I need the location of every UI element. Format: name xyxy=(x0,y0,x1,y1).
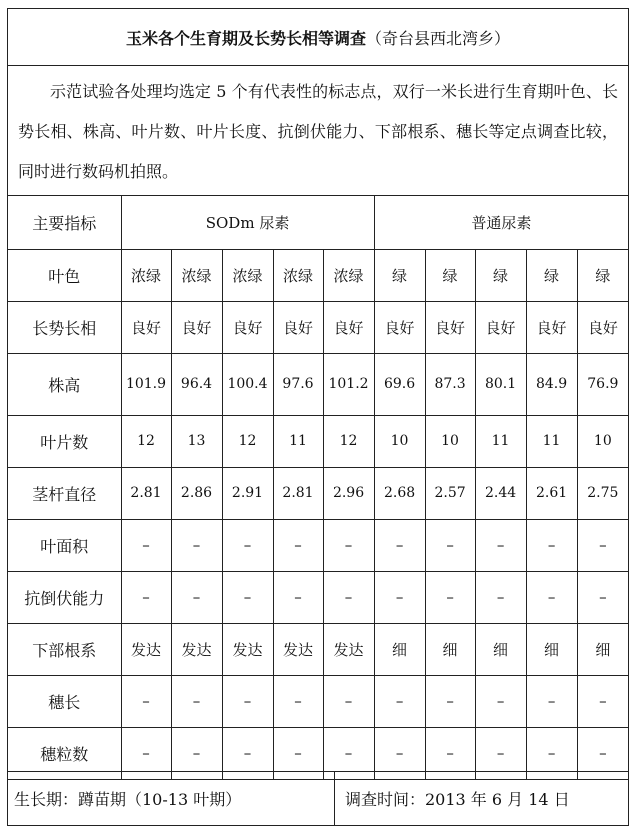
table-row xyxy=(8,675,628,727)
indicator-header: 主要指标 xyxy=(8,196,121,249)
table-cell: – xyxy=(425,519,475,571)
table-cell: – xyxy=(273,675,323,727)
table-cell: 细 xyxy=(475,623,526,675)
table-cell: – xyxy=(222,519,273,571)
table-cell: – xyxy=(323,675,374,727)
table-cell: 2.86 xyxy=(171,467,222,519)
table-cell: 发达 xyxy=(323,623,374,675)
table-cell: 10 xyxy=(577,415,628,467)
table-cell: 良好 xyxy=(475,301,526,353)
growth-stage: 生长期：蹲苗期（10-13 叶期） xyxy=(8,772,335,825)
table-cell: – xyxy=(121,571,171,623)
table-cell: – xyxy=(273,519,323,571)
table-cell: 良好 xyxy=(171,301,222,353)
table-cell: 10 xyxy=(425,415,475,467)
table-row xyxy=(8,301,628,353)
footer xyxy=(8,771,628,825)
table-cell: – xyxy=(526,727,577,779)
title-main: 玉米各个生育期及长势长相等调查 xyxy=(125,28,366,48)
table-cell: 2.61 xyxy=(526,467,577,519)
table-cell: 87.3 xyxy=(425,353,475,415)
table-cell: – xyxy=(121,675,171,727)
table-cell: – xyxy=(171,727,222,779)
table-cell: 浓绿 xyxy=(323,249,374,301)
table-cell: 12 xyxy=(222,415,273,467)
table-cell: 良好 xyxy=(374,301,425,353)
table-cell: 细 xyxy=(425,623,475,675)
table-cell: – xyxy=(577,675,628,727)
table-cell: 11 xyxy=(526,415,577,467)
table-cell: – xyxy=(222,727,273,779)
survey-date: 调查时间：2013 年 6 月 14 日 xyxy=(345,790,570,809)
table-cell: 浓绿 xyxy=(273,249,323,301)
table-cell: – xyxy=(526,675,577,727)
table-cell: – xyxy=(171,675,222,727)
table-cell: – xyxy=(273,571,323,623)
table-cell: – xyxy=(577,519,628,571)
table-header-row xyxy=(8,196,628,249)
table-cell: 细 xyxy=(526,623,577,675)
table-cell: 2.81 xyxy=(121,467,171,519)
group-header-sodm: SODm 尿素 xyxy=(121,196,374,249)
table-cell: 发达 xyxy=(121,623,171,675)
table-row xyxy=(8,249,628,301)
row-label: 穗粒数 xyxy=(8,727,121,779)
row-label: 长势长相 xyxy=(8,301,121,353)
table-cell: 发达 xyxy=(171,623,222,675)
survey-sheet xyxy=(7,8,629,826)
table-cell: 12 xyxy=(323,415,374,467)
table-cell: 绿 xyxy=(374,249,425,301)
table-row xyxy=(8,415,628,467)
table-row xyxy=(8,519,628,571)
table-cell: 浓绿 xyxy=(222,249,273,301)
table-cell: – xyxy=(374,675,425,727)
table-cell: 101.2 xyxy=(323,353,374,415)
table-cell: 2.68 xyxy=(374,467,425,519)
row-label: 叶色 xyxy=(8,249,121,301)
table-cell: 100.4 xyxy=(222,353,273,415)
title-location: （奇台县西北湾乡） xyxy=(366,28,511,48)
table-cell: 2.96 xyxy=(323,467,374,519)
table-cell: 12 xyxy=(121,415,171,467)
table-cell: – xyxy=(475,571,526,623)
table-cell: – xyxy=(425,675,475,727)
table-cell: – xyxy=(121,727,171,779)
table-cell: 13 xyxy=(171,415,222,467)
table-cell: – xyxy=(121,519,171,571)
table-cell: – xyxy=(171,519,222,571)
table-cell: 良好 xyxy=(577,301,628,353)
table-cell: 浓绿 xyxy=(121,249,171,301)
table-cell: 10 xyxy=(374,415,425,467)
group-header-normal: 普通尿素 xyxy=(374,196,628,249)
table-cell: 良好 xyxy=(121,301,171,353)
table-cell: 细 xyxy=(374,623,425,675)
table-cell: – xyxy=(475,675,526,727)
table-cell: – xyxy=(374,727,425,779)
table-row xyxy=(8,353,628,415)
table-cell: 良好 xyxy=(425,301,475,353)
table-cell: 2.81 xyxy=(273,467,323,519)
table-cell: 2.57 xyxy=(425,467,475,519)
table-cell: 良好 xyxy=(273,301,323,353)
table-cell: – xyxy=(526,571,577,623)
table-cell: 发达 xyxy=(273,623,323,675)
row-label: 叶片数 xyxy=(8,415,121,467)
table-cell: 良好 xyxy=(323,301,374,353)
table-cell: 84.9 xyxy=(526,353,577,415)
table-row xyxy=(8,467,628,519)
document-title xyxy=(8,9,628,66)
row-label: 株高 xyxy=(8,353,121,415)
table-cell: 绿 xyxy=(526,249,577,301)
table-cell: 良好 xyxy=(222,301,273,353)
table-cell: 良好 xyxy=(526,301,577,353)
table-row xyxy=(8,623,628,675)
table-cell: 11 xyxy=(273,415,323,467)
row-label: 叶面积 xyxy=(8,519,121,571)
table-cell: – xyxy=(171,571,222,623)
table-cell: 2.91 xyxy=(222,467,273,519)
table-cell: – xyxy=(273,727,323,779)
table-cell: 96.4 xyxy=(171,353,222,415)
table-cell: – xyxy=(374,519,425,571)
table-cell: 浓绿 xyxy=(171,249,222,301)
table-cell: – xyxy=(475,519,526,571)
table-cell: – xyxy=(425,727,475,779)
table-cell: 细 xyxy=(577,623,628,675)
table-cell: 69.6 xyxy=(374,353,425,415)
row-label: 茎杆直径 xyxy=(8,467,121,519)
table-cell: – xyxy=(323,571,374,623)
table-cell: 绿 xyxy=(475,249,526,301)
table-cell: – xyxy=(577,571,628,623)
table-cell: – xyxy=(475,727,526,779)
row-label: 穗长 xyxy=(8,675,121,727)
survey-table xyxy=(8,196,628,780)
table-cell: – xyxy=(577,727,628,779)
table-cell: – xyxy=(323,519,374,571)
intro-paragraph: 示范试验各处理均选定 5 个有代表性的标志点，双行一米长进行生育期叶色、长势长相、株高、叶片数、叶片长度、抗倒伏能力、下部根系、穗长等定点调查比较，同时进行数码机拍照。 xyxy=(8,65,628,196)
table-cell: 绿 xyxy=(425,249,475,301)
table-cell: – xyxy=(374,571,425,623)
table-cell: 发达 xyxy=(222,623,273,675)
table-cell: 80.1 xyxy=(475,353,526,415)
table-row xyxy=(8,571,628,623)
table-cell: – xyxy=(323,727,374,779)
table-cell: 2.75 xyxy=(577,467,628,519)
table-cell: 2.44 xyxy=(475,467,526,519)
table-cell: 97.6 xyxy=(273,353,323,415)
row-label: 抗倒伏能力 xyxy=(8,571,121,623)
table-cell: 绿 xyxy=(577,249,628,301)
table-cell: – xyxy=(222,675,273,727)
table-cell: 101.9 xyxy=(121,353,171,415)
table-cell: – xyxy=(526,519,577,571)
table-cell: – xyxy=(222,571,273,623)
row-label: 下部根系 xyxy=(8,623,121,675)
table-cell: 76.9 xyxy=(577,353,628,415)
table-cell: – xyxy=(425,571,475,623)
table-cell: 11 xyxy=(475,415,526,467)
